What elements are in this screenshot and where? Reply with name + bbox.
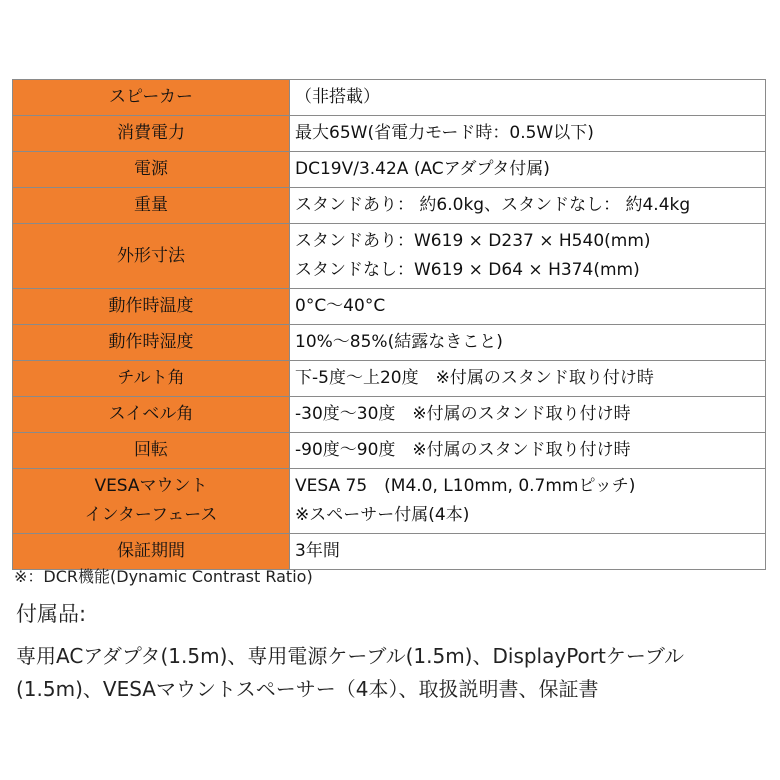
spec-label	[13, 224, 290, 289]
spec-value-line: スタンドあり：W619 × D237 × H540(mm)	[295, 231, 651, 251]
spec-value-line: 下-5度～上20度 ※付属のスタンド取り付け時	[295, 368, 654, 388]
spec-value	[290, 116, 766, 152]
spec-label-line: 動作時温度	[108, 296, 194, 316]
spec-label-line: 外形寸法	[117, 245, 185, 266]
spec-label	[13, 397, 290, 433]
accessories-title: 付属品:	[16, 602, 87, 626]
spec-value	[290, 361, 766, 397]
spec-value	[290, 433, 766, 469]
spec-table	[12, 79, 766, 570]
spec-value	[290, 152, 766, 188]
spec-value-line: スタンドあり： 約6.0kg、スタンドなし： 約4.4kg	[295, 195, 691, 215]
spec-value	[290, 534, 766, 570]
spec-row	[13, 224, 766, 289]
spec-value-line: （非搭載）	[295, 87, 380, 107]
spec-value-line: 0°C～40°C	[295, 296, 386, 316]
spec-label-line: インターフェース	[84, 505, 218, 525]
spec-value-line: -30度～30度 ※付属のスタンド取り付け時	[295, 404, 631, 424]
spec-value-line: ※スペーサー付属(4本)	[295, 505, 470, 525]
spec-value-line: 最大65W(省電力モード時：0.5W以下)	[295, 123, 594, 143]
spec-row	[13, 188, 766, 224]
spec-label-line: 電源	[134, 159, 168, 179]
spec-value	[290, 289, 766, 325]
spec-value	[290, 80, 766, 116]
spec-label	[13, 188, 290, 224]
spec-label	[13, 152, 290, 188]
spec-label	[13, 116, 290, 152]
spec-value-line: 3年間	[295, 541, 340, 561]
spec-label-line: スピーカー	[109, 87, 193, 107]
spec-value-line: スタンドなし：W619 × D64 × H374(mm)	[295, 260, 640, 280]
spec-value-line: VESA 75 (M4.0, L10mm, 0.7mmピッチ)	[295, 476, 636, 496]
spec-row	[13, 361, 766, 397]
spec-row	[13, 116, 766, 152]
spec-row	[13, 152, 766, 188]
spec-label	[13, 361, 290, 397]
spec-value	[290, 469, 766, 534]
spec-row	[13, 469, 766, 534]
spec-label-line: 重量	[134, 195, 168, 215]
spec-label	[13, 80, 290, 116]
spec-label-line: 動作時湿度	[108, 332, 194, 352]
spec-value	[290, 397, 766, 433]
spec-row	[13, 433, 766, 469]
spec-label	[13, 289, 290, 325]
spec-label-line: 消費電力	[117, 123, 185, 143]
spec-value	[290, 325, 766, 361]
spec-label-line: スイベル角	[108, 404, 194, 424]
spec-label	[13, 433, 290, 469]
spec-row	[13, 397, 766, 433]
spec-value	[290, 188, 766, 224]
spec-label	[13, 469, 290, 534]
spec-value-line: DC19V/3.42A (ACアダプタ付属)	[295, 159, 550, 179]
dcr-footnote: ※：DCR機能(Dynamic Contrast Ratio)	[14, 567, 313, 586]
spec-row	[13, 325, 766, 361]
spec-value-line: 10%～85%(結露なきこと)	[295, 332, 503, 352]
spec-label	[13, 325, 290, 361]
spec-row	[13, 289, 766, 325]
spec-row	[13, 80, 766, 116]
spec-value-line: -90度～90度 ※付属のスタンド取り付け時	[295, 440, 631, 460]
spec-label-line: チルト角	[117, 368, 185, 388]
spec-label-line: VESAマウント	[94, 476, 208, 496]
spec-table-body	[13, 80, 766, 570]
accessories-text: 専用ACアダプタ(1.5m)、専用電源ケーブル(1.5m)、DisplayPortケーブル(1.5m)、VESAマウントスペーサー（4本）、取扱説明書、保証書	[16, 644, 685, 701]
spec-label-line: 保証期間	[117, 541, 185, 561]
spec-label-line: 回転	[134, 440, 168, 460]
spec-value	[290, 224, 766, 289]
